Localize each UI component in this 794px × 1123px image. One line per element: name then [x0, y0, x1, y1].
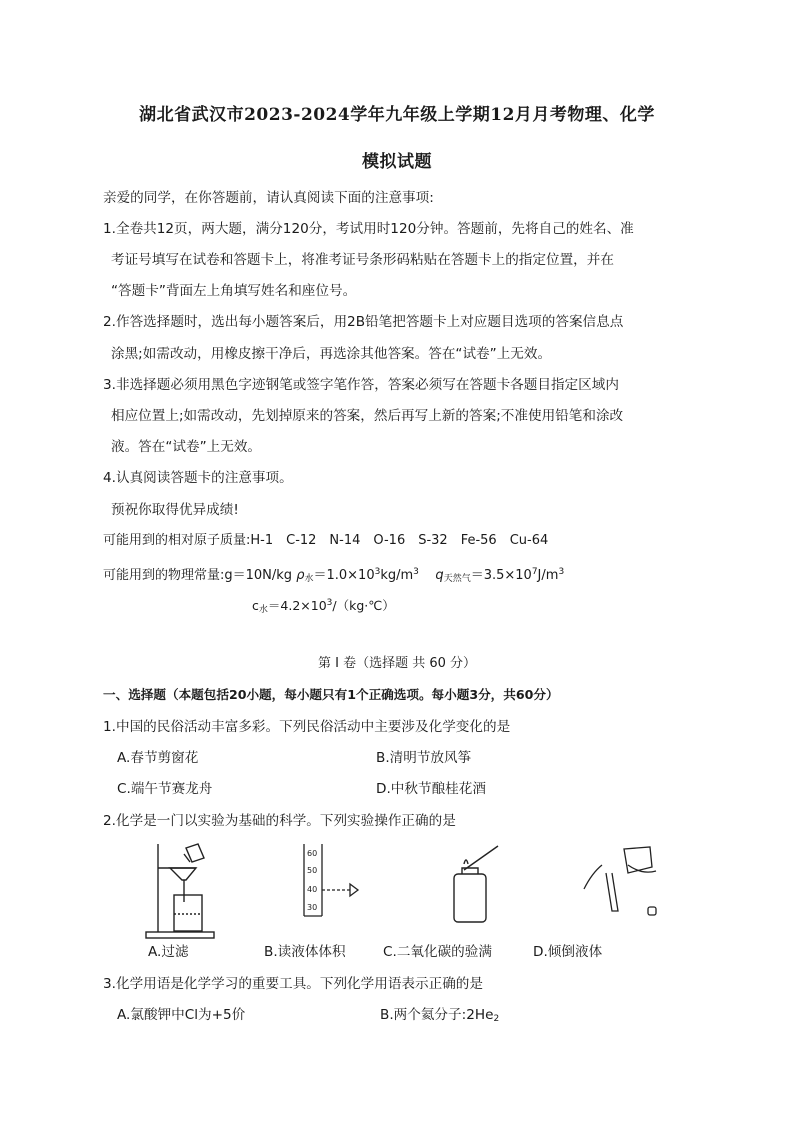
question-2-option-c: C.二氧化碳的验满 — [383, 944, 492, 960]
c-symbol: c — [252, 598, 259, 613]
question-3-option-a: A.氯酸钾中Cl为+5价 — [117, 1007, 246, 1023]
rho-unit-exponent: 3 — [413, 567, 419, 577]
cylinder-tick-60: 60 — [307, 849, 318, 858]
question-1-option-a: A.春节剪窗花 — [117, 750, 199, 766]
question-1-option-b: B.清明节放风筝 — [376, 750, 472, 766]
question-2-option-b: B.读液体体积 — [264, 944, 346, 960]
notice-item-1b: 考证号填写在试卷和答题卡上，将准考证号条形码粘贴在答题卡上的指定位置，并在 — [111, 252, 614, 268]
notice-item-1c: “答题卡”背面左上角填写姓名和座位号。 — [111, 283, 357, 299]
rho-symbol: ρ — [296, 568, 305, 583]
notice-intro: 亲爱的同学，在你答题前，请认真阅读下面的注意事项: — [103, 190, 434, 206]
constants-prefix: 可能用到的物理常量:g＝10N/kg — [103, 568, 293, 583]
filtration-apparatus-image — [140, 840, 230, 940]
rho-exponent: 3 — [374, 567, 381, 577]
c-unit: /（kg·℃） — [332, 598, 395, 613]
question-2-stem: 2.化学是一门以实验为基础的科学。下列实验操作正确的是 — [103, 813, 456, 829]
q-unit: J/m — [537, 568, 559, 583]
question-3-option-b — [380, 1007, 499, 1027]
question-2-option-a: A.过滤 — [148, 944, 189, 960]
q-exponent: 7 — [531, 567, 538, 577]
graduated-cylinder-image — [292, 842, 372, 922]
question-3-stem: 3.化学用语是化学学习的重要工具。下列化学用语表示正确的是 — [103, 976, 483, 992]
document-title-line2: 模拟试题 — [362, 152, 432, 172]
co2-test-bottle-image — [440, 840, 510, 930]
question-3-option-b-subscript: 2 — [493, 1014, 500, 1024]
notice-item-3a: 3.非选择题必须用黑色字迹钢笔或签字笔作答，答案必须写在答题卡各题目指定区域内 — [103, 377, 619, 393]
physical-constants-line — [103, 564, 564, 587]
rho-subscript: 水 — [304, 574, 314, 584]
question-1-option-d: D.中秋节酿桂花酒 — [376, 781, 486, 797]
cylinder-tick-40: 40 — [307, 885, 318, 894]
notice-item-4: 4.认真阅读答题卡的注意事项。 — [103, 470, 293, 486]
specific-heat-line — [252, 595, 395, 618]
notice-item-2a: 2.作答选择题时，选出每小题答案后，用2B铅笔把答题卡上对应题目选项的答案信息点 — [103, 314, 624, 330]
document-title-line1: 湖北省武汉市2023-2024学年九年级上学期12月月考物理、化学 — [139, 105, 655, 125]
question-1-stem: 1.中国的民俗活动丰富多彩。下列民俗活动中主要涉及化学变化的是 — [103, 719, 511, 735]
rho-value: ＝1.0×10 — [313, 568, 375, 583]
question-3-option-b-text: B.两个氦分子:2He — [380, 1007, 494, 1023]
notice-item-2b: 涂黑;如需改动，用橡皮擦干净后，再选涂其他答案。答在“试卷”上无效。 — [111, 346, 552, 362]
atomic-mass-line: 可能用到的相对原子质量:H-1 C-12 N-14 O-16 S-32 Fe-56 Cu-64 — [103, 533, 549, 548]
c-exponent: 3 — [326, 598, 333, 608]
c-subscript: 水 — [258, 605, 268, 615]
section-heading: 第 I 卷（选择题 共 60 分） — [317, 656, 477, 671]
question-2-option-d: D.倾倒液体 — [533, 944, 603, 960]
notice-item-3b: 相应位置上;如需改动，先划掉原来的答案，然后再写上新的答案;不准使用铅笔和涂改 — [111, 408, 624, 424]
pouring-liquid-image — [572, 845, 672, 925]
cylinder-tick-50: 50 — [307, 866, 318, 875]
cylinder-tick-30: 30 — [307, 903, 318, 912]
notice-wish: 预祝你取得优异成绩! — [111, 502, 239, 518]
rho-unit: kg/m — [380, 568, 414, 583]
q-value: ＝3.5×10 — [470, 568, 532, 583]
q-subscript: 天然气 — [443, 574, 471, 584]
q-symbol: q — [435, 568, 444, 583]
question-1-option-c: C.端午节赛龙舟 — [117, 781, 213, 797]
q-unit-exponent: 3 — [558, 567, 565, 577]
notice-item-1a: 1.全卷共12页，两大题，满分120分，考试用时120分钟。答题前，先将自己的姓名、准 — [103, 221, 634, 237]
c-value: ＝4.2×10 — [267, 598, 327, 613]
notice-item-3c: 液。答在“试卷”上无效。 — [111, 439, 262, 455]
part-title: 一、选择题（本题包括20小题，每小题只有1个正确选项。每小题3分，共60分） — [103, 687, 559, 702]
